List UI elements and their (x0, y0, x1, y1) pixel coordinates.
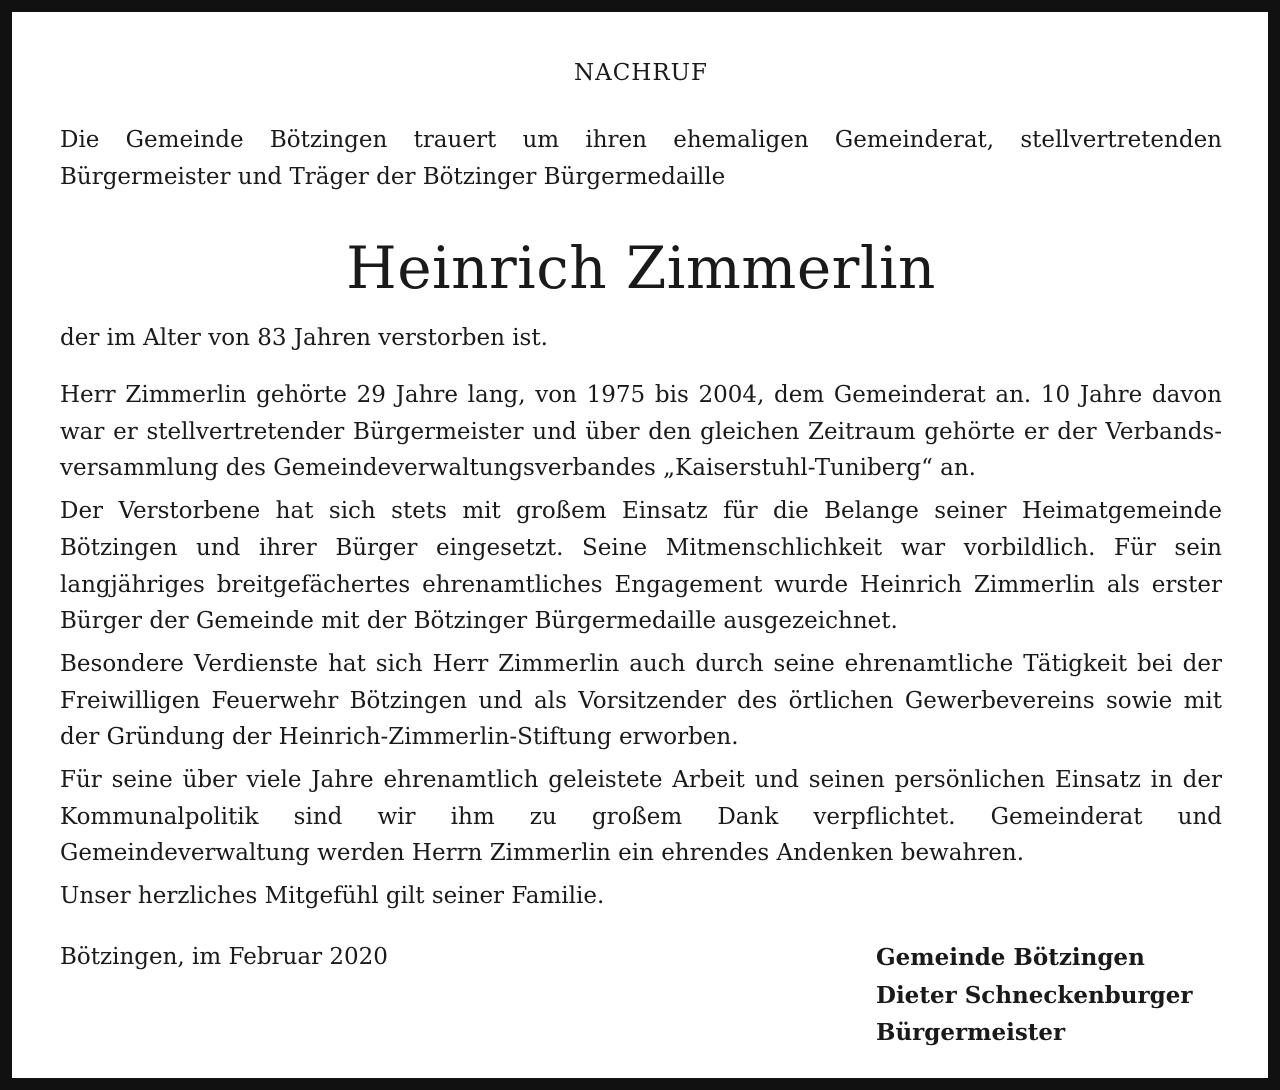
place-date: Bötzingen, im Februar 2020 (60, 944, 388, 970)
body-paragraph: Der Verstorbene hat sich stets mit großem Einsatz für die Belange seiner Heimatgemeinde Bötzingen und ihrer Bürger eingesetzt. Seine Mitmenschlichkeit war vorbildlich. Für sein langjähriges breitgefächertes ehrenamtliches Engagement wurde Heinrich Zimmerlin als erster Bürger der Gemeinde mit der Bötzinger Bürgermedaille ausgezeichnet. (60, 498, 1222, 635)
signature-organization: Gemeinde Bötzingen (876, 944, 1145, 971)
notice-heading: NACHRUF (573, 60, 709, 86)
notice-body (60, 377, 1222, 921)
age-line: der im Alter von 83 Jahren verstorben ist. (60, 325, 548, 351)
signature-block (876, 939, 1192, 1052)
signature-title: Bürgermeister (876, 1019, 1066, 1046)
body-paragraph: Für seine über viele Jahre ehrenamtlich geleistete Arbeit und seinen persönlichen Einsatz in der Kommunalpolitik sind wir ihm zu großem Dank verpflichtet. Gemeinderat und Gemeindeverwaltung werden Herrn Zimmerlin ein ehrendes Andenken bewahren. (60, 767, 1222, 867)
body-paragraph: Unser herzliches Mitgefühl gilt seiner Familie. (60, 883, 605, 910)
deceased-name: Heinrich Zimmerlin (346, 234, 936, 302)
body-paragraph: Herr Zimmerlin gehörte 29 Jahre lang, von 1975 bis 2004, dem Gemeinderat an. 10 Jahre davon war er stellvertretender Bürgermeister und über den gleichen Zeitraum gehörte er der Verbandsversammlung des Gemeindeverwaltungsverbandes „Kaiserstuhl-Tuniberg“ an. (60, 382, 1222, 482)
intro-text: Die Gemeinde Bötzingen trauert um ihren ehemaligen Gemeinderat, stellvertretenden Bürgermeister und Träger der Bötzinger Bürgermedaille (60, 127, 1222, 190)
body-paragraph: Besondere Verdienste hat sich Herr Zimmerlin auch durch seine ehrenamtliche Tätigkeit bei der Freiwilligen Feuerwehr Bötzingen und als Vorsitzender des örtlichen Gewerbevereins sowie mit der Gründung der Heinrich-Zimmerlin-Stiftung erworben. (60, 650, 1222, 751)
signature-person: Dieter Schneckenburger (876, 981, 1193, 1009)
